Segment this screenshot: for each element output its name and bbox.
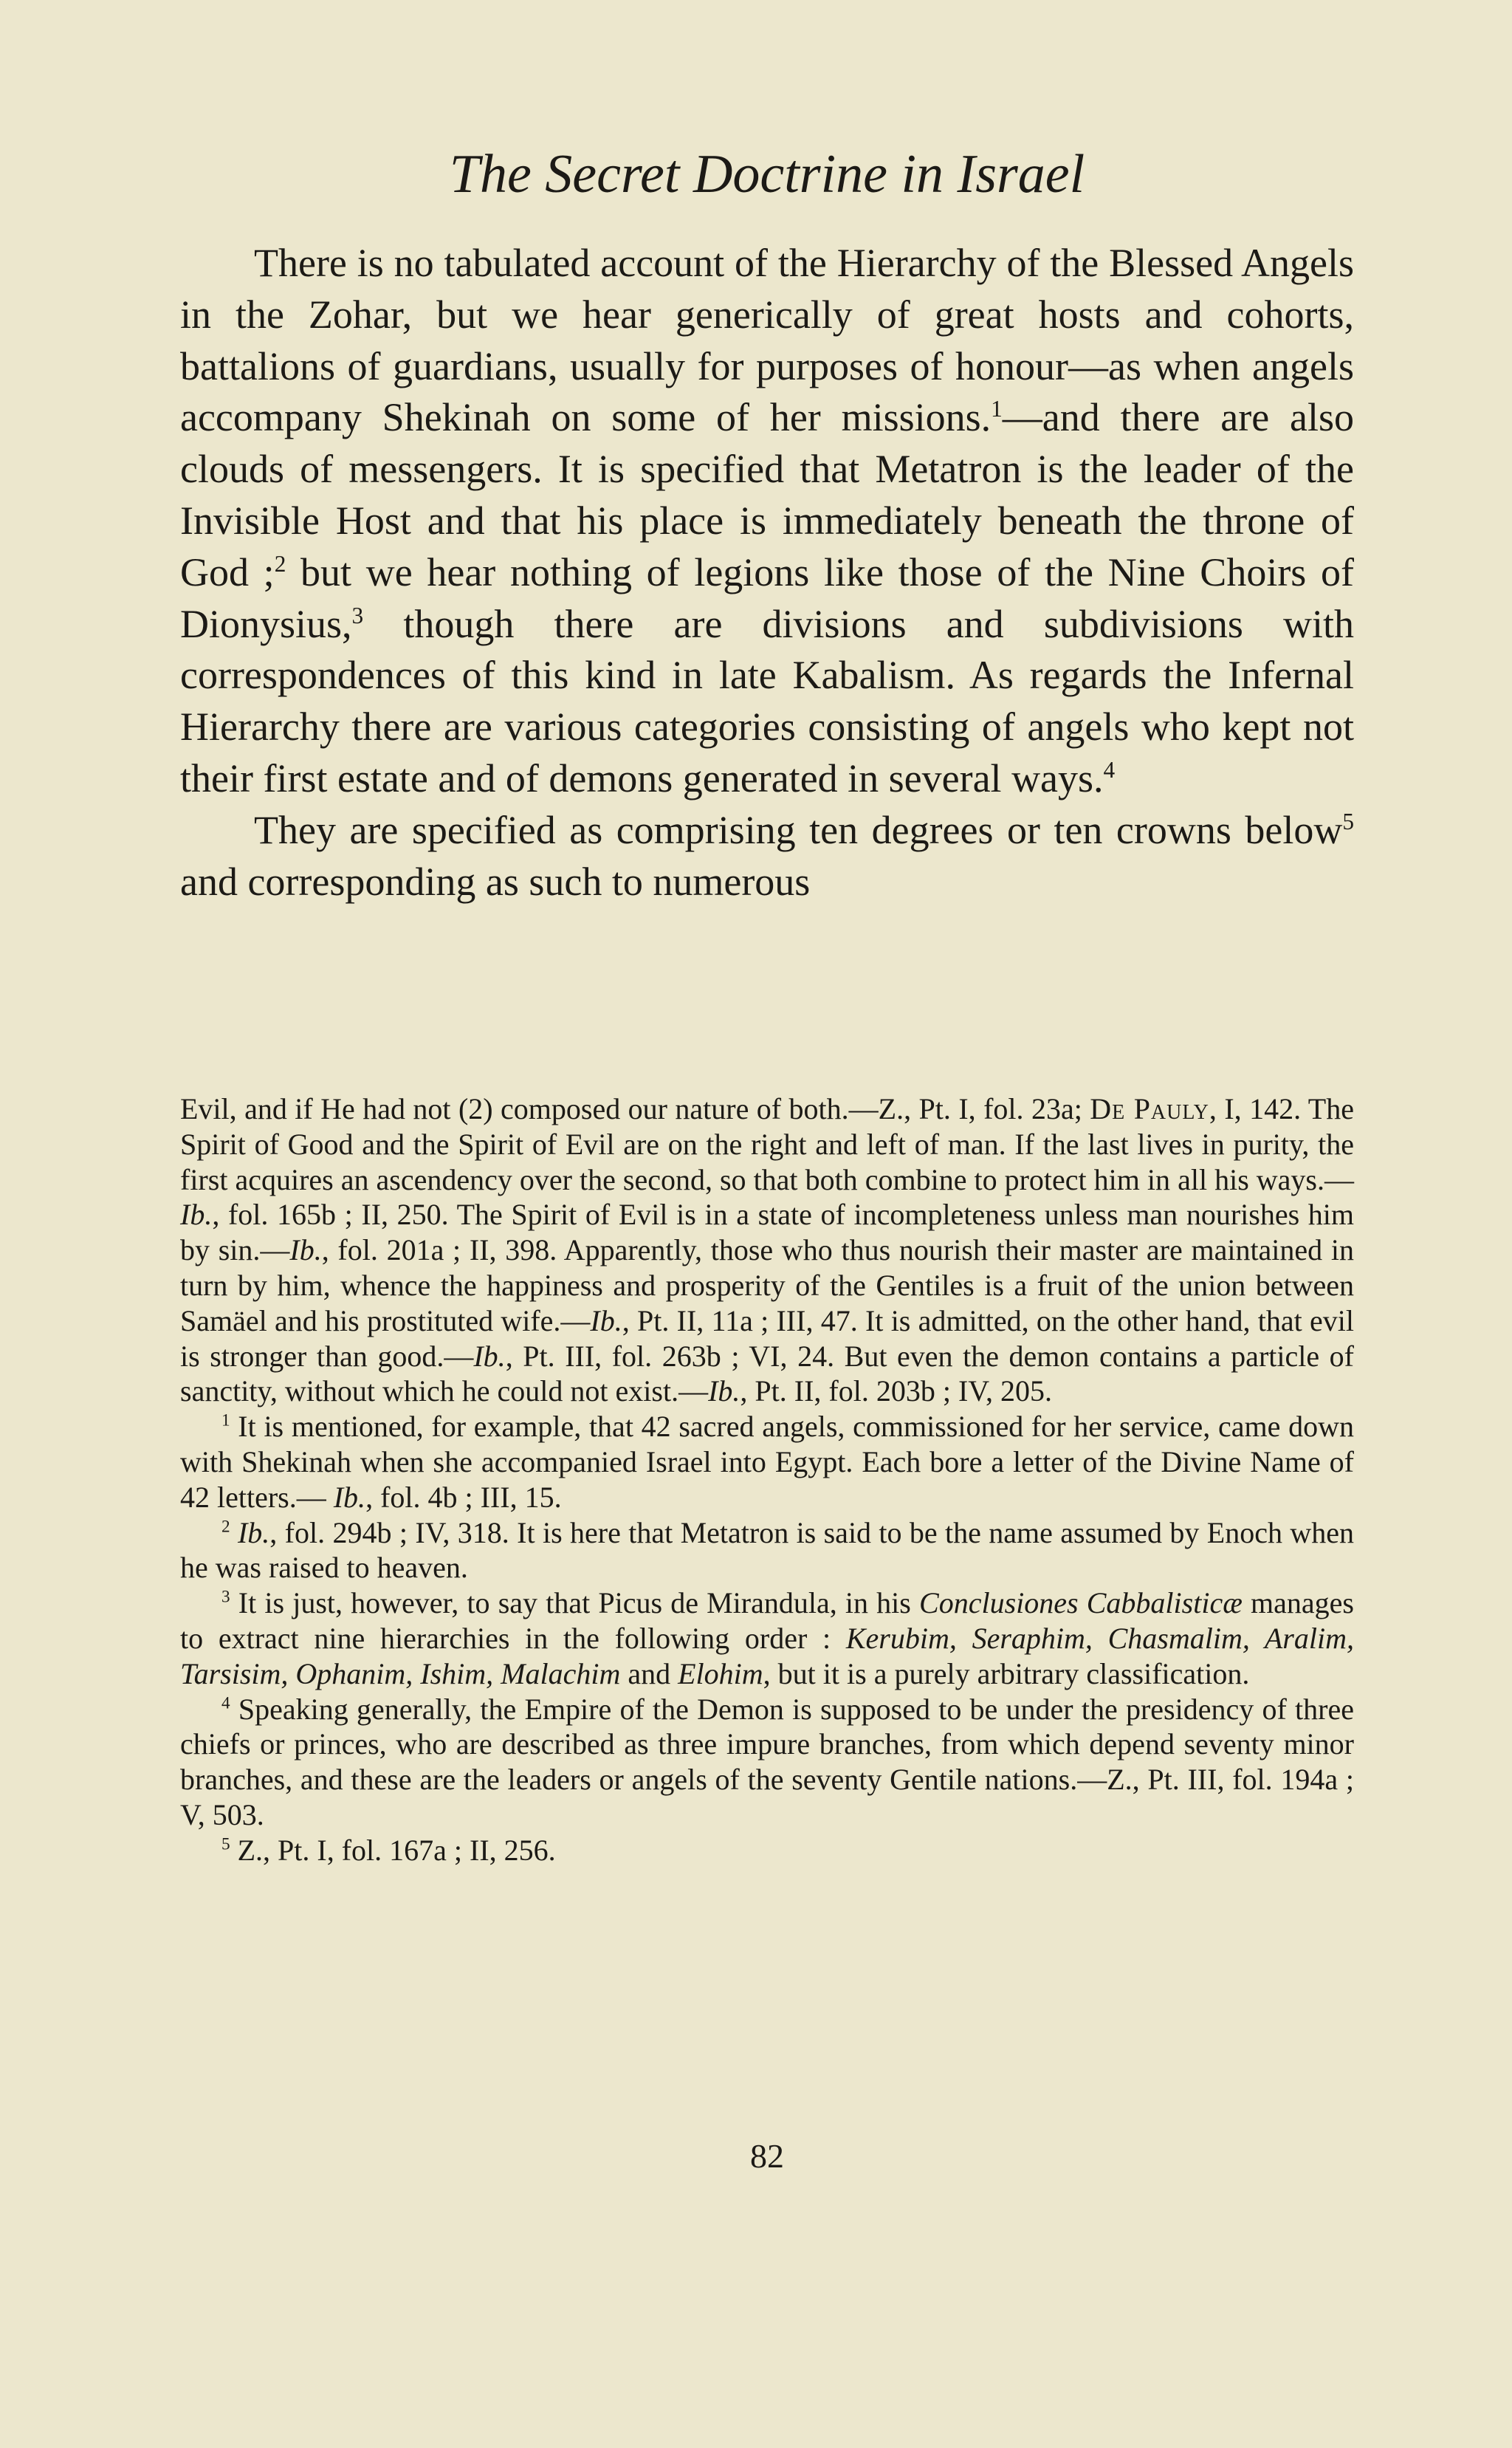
footnote-continued: Evil, and if He had not (2) composed our nature of both.—Z., Pt. I, fol. 23a; De Pauly, I, 142. The Spirit of Good and the Spirit of Evil are on the right and left of man. If the last lives in purity, the first acquires an ascendency over the second, so that both combine to protect him in all his ways.—Ib., fol. 165b ; II, 250. The Spirit of Evil is in a state of incompleteness unless man nourishes him by sin.—Ib., fol. 201a ; II, 398. Apparently, those who thus nourish their master are maintained in turn by him, whence the happiness and prosperity of the Gentiles is a fruit of the union between Samäel and his prostituted wife.—Ib., Pt. II, 11a ; III, 47. It is admitted, on the other hand, that evil is stronger than good.—Ib., Pt. III, fol. 263b ; VI, 24. But even the demon contains a particle of sanctity, without which he could not exist.—Ib., Pt. II, fol. 203b ; IV, 205. [180, 1092, 1355, 1408]
footnote-ref-1: 1 [991, 396, 1003, 422]
main-text [180, 238, 1354, 908]
footnote-ref-4: 4 [1103, 756, 1116, 783]
running-title: The Secret Doctrine in Israel [449, 144, 1085, 205]
page-number: 82 [750, 2137, 784, 2175]
paragraph-1: There is no tabulated account of the Hierarchy of the Blessed Angels in the Zohar, but we hear generically of great hosts and cohorts, battalions of guardians, usually for purposes of honour—as when angels accompany Shekinah on some of her missions.$^1$—and there are also clouds of messengers. It is specified that Metatron is the leader of the Invisible Host and that his place is immediately beneath the throne of God ;$^2$ but we hear nothing of legions like those of the Nine Choirs of Dionysius,$^3$ though there are divisions and subdivisions with correspondences of this kind in late Kabalism. As regards the Infernal Hierarchy there are various categories consisting of angels who kept not their first estate and of demons generated in several ways.$^4$ [180, 241, 1354, 800]
footnote-2: $^2$ Ib., fol. 294b ; IV, 318. It is here that Metatron is said to be the name assumed by Enoch when he was raised to heaven. [180, 1515, 1354, 1585]
footnotes [180, 1091, 1354, 1868]
footnote-1: $^1$ It is mentioned, for example, that 42 sacred angels, commissioned for her service, came down with Shekinah when she accompanied Israel into Egypt. Each bore a letter of the Divine Name of 42 letters.— Ib., fol. 4b ; III, 15. [180, 1410, 1354, 1514]
footnote-ref-5: 5 [1342, 808, 1354, 834]
footnote-ref-2: 2 [274, 550, 286, 577]
footnote-5: $^5$ Z., Pt. I, fol. 167a ; II, 256. [221, 1833, 556, 1867]
footnote-3: $^3$ It is just, however, to say that Picus de Mirandula, in his Conclusiones Cabbalisticæ manages to extract nine hierarchies in the following order : Kerubim, Seraphim, Chasmalim, Aralim, Tarsisim, Ophanim, Ishim, Malachim and Elohim, but it is a purely arbitrary classification. [180, 1586, 1354, 1690]
footnote-4: $^4$ Speaking generally, the Empire of the Demon is supposed to be under the presidency of three chiefs or princes, who are described as three impure branches, from which depend seventy minor branches, and these are the leaders or angels of the seventy Gentile nations.—Z., Pt. III, fol. 194a ; V, 503. [180, 1692, 1354, 1831]
paragraph-2: They are specified as comprising ten degrees or ten crowns below$^5$ and corresponding as such to numerous [180, 807, 1354, 904]
footnote-ref-3: 3 [351, 602, 364, 628]
